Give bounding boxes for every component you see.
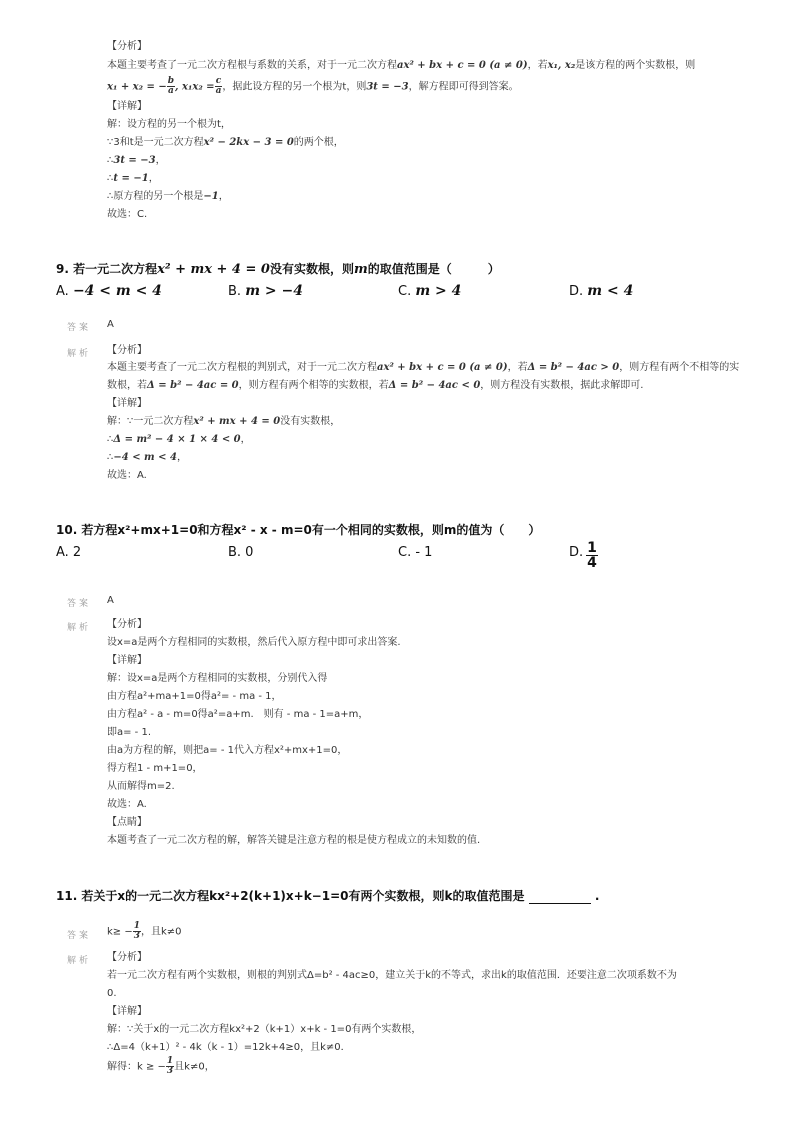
- q11-analysis-tag: 【分析】: [107, 952, 147, 963]
- formula: 3t = −3: [113, 155, 156, 166]
- text: 本题主要考查了一元二次方程根的判别式，对于一元二次方程: [107, 362, 377, 373]
- formula: ax² + bx + c = 0 (a ≠ 0): [397, 60, 528, 71]
- q9-option-a[interactable]: [56, 283, 162, 300]
- formula: −4 < m < 4: [113, 452, 177, 463]
- text: 本题主要考查了一元二次方程根与系数的关系，对于一元二次方程: [107, 60, 397, 71]
- q8-detail-line-5: [107, 190, 229, 204]
- option-value: m > −4: [245, 283, 303, 299]
- q8-analysis-line-2: [107, 77, 519, 98]
- text: ，则方程有两个相等的实数根，若: [238, 380, 389, 391]
- q11-detail-line-3: [107, 1057, 215, 1078]
- formula: Δ = m² − 4 × 1 × 4 < 0: [113, 434, 241, 445]
- q9-detail-line-4: 故选：A.: [107, 470, 147, 481]
- option-value: −4 < m < 4: [72, 283, 162, 299]
- q10-detail-line-5: 由a为方程的解，则把a= - 1代入方程x²+mx+1=0，: [107, 745, 348, 756]
- text: 的取值范围是（ ）: [367, 262, 500, 276]
- q9-explain-label: 解析: [67, 349, 92, 359]
- text: ，则方程没有实数根，据此求解即可.: [480, 380, 644, 391]
- q10-explain-label: 解析: [67, 623, 92, 633]
- q10-answer-label: 答案: [67, 599, 92, 609]
- q9-option-d[interactable]: [569, 283, 633, 300]
- numerator: b: [167, 76, 175, 86]
- q10-detail-line-2: 由方程a²+ma+1=0得a²= - ma - 1，: [107, 691, 282, 702]
- q9-option-b[interactable]: [228, 283, 303, 300]
- text: ，: [155, 155, 166, 166]
- text: 且k≠0，: [174, 1061, 215, 1073]
- denominator: a: [167, 86, 174, 96]
- text: 的两个根，: [293, 137, 344, 148]
- q11-stem: [56, 888, 599, 904]
- option-label: D.: [569, 545, 584, 560]
- text: ∴: [107, 173, 114, 184]
- text: ∴: [107, 452, 114, 463]
- q8-analysis-tag: 【分析】: [107, 41, 147, 52]
- q10-analysis-line-1: 设x=a是两个方程相同的实数根，然后代入原方程中即可求出答案.: [107, 637, 401, 648]
- denominator: a: [215, 86, 222, 96]
- option-value: m < 4: [587, 283, 634, 299]
- option-label: D.: [569, 284, 584, 299]
- q10-detail-line-1: 解：设x=a是两个方程相同的实数根，分别代入得: [107, 673, 328, 684]
- q8-detail-line-4: [107, 172, 159, 186]
- text: ，则方程有两个不相等的实: [619, 362, 740, 373]
- q8-detail-tag: 【详解】: [107, 101, 147, 112]
- q9-detail-tag: 【详解】: [107, 398, 147, 409]
- formula: x² − 2kx − 3 = 0: [203, 137, 294, 148]
- formula: , x₁x₂ =: [175, 81, 215, 93]
- q10-option-a[interactable]: A. 2: [56, 545, 82, 560]
- text: ∴: [107, 434, 114, 445]
- q10-detail-line-7: 从而解得m=2.: [107, 781, 175, 792]
- text: ∴: [107, 155, 114, 166]
- fraction-b-over-a: [167, 77, 175, 96]
- formula: m: [353, 262, 368, 277]
- text: .: [594, 889, 600, 903]
- q8-detail-line-1: 解：设方程的另一个根为t，: [107, 119, 231, 130]
- numerator: c: [215, 76, 222, 86]
- formula: ax² + bx + c = 0 (a ≠ 0): [377, 362, 508, 373]
- text: 11. 若关于x的一元二次方程kx²+2(k+1)x+k−1=0有两个实数根，则k的取值范围是: [56, 889, 525, 903]
- q10-option-c[interactable]: C. - 1: [398, 545, 433, 560]
- q9-answer: A: [107, 319, 114, 330]
- q11-detail-line-2: ∴Δ=4（k+1）² - 4k（k - 1）=12k+4≥0，且k≠0．: [107, 1042, 351, 1053]
- q10-comment-line-1: 本题考查了一元二次方程的解，解答关键是注意方程的根是使方程成立的未知数的值.: [107, 835, 481, 846]
- text: 没有实数根，则: [269, 262, 354, 276]
- q8-detail-line-2: [107, 136, 344, 150]
- text: 解得：k ≥ −: [107, 1061, 166, 1073]
- text: ，且k≠0: [141, 926, 182, 938]
- numerator: 1: [133, 921, 140, 931]
- formula: x² + mx + 4 = 0: [193, 416, 281, 427]
- option-label: B.: [228, 284, 242, 299]
- text: 解：∵一元二次方程: [107, 416, 194, 427]
- denominator: 3: [166, 1066, 174, 1076]
- text: ∵3和t是一元二次方程: [107, 137, 204, 148]
- q8-detail-line-6: 故选：C.: [107, 209, 148, 220]
- text: ，: [218, 191, 229, 202]
- formula: Δ = b² − 4ac < 0: [388, 380, 481, 391]
- q10-option-d[interactable]: [569, 545, 583, 561]
- q11-analysis-line-1: 若一元二次方程有两个实数根，则根的判别式Δ=b² - 4ac≥0，建立关于k的不等式，求出k的取值范围．还要注意二次项系数不为: [107, 970, 677, 981]
- q9-detail-line-2: [107, 433, 251, 447]
- formula: x₁, x₂: [547, 60, 576, 71]
- q10-option-d-fraction: [586, 541, 598, 570]
- answer-blank[interactable]: [529, 891, 591, 904]
- q11-answer-label: 答案: [67, 931, 92, 941]
- text: 数根，若: [107, 380, 147, 391]
- formula: Δ = b² − 4ac = 0: [147, 380, 239, 391]
- text: ∴原方程的另一个根是: [107, 191, 204, 202]
- q11-detail-line-1: 解：∵关于x的一元二次方程kx²+2（k+1）x+k - 1=0有两个实数根，: [107, 1024, 422, 1035]
- q9-option-c[interactable]: [398, 283, 461, 300]
- denominator: 4: [587, 555, 597, 571]
- q10-analysis-tag: 【分析】: [107, 619, 147, 630]
- numerator: 1: [166, 1056, 174, 1066]
- q11-analysis-line-2: 0.: [107, 988, 117, 999]
- q10-detail-tag: 【详解】: [107, 655, 147, 666]
- q8-detail-line-3: [107, 154, 166, 168]
- q9-analysis-line-2: [107, 379, 643, 393]
- q9-detail-line-1: [107, 415, 340, 429]
- formula: −1: [203, 191, 219, 202]
- q11-answer: [107, 922, 182, 943]
- text: ，: [148, 173, 159, 184]
- q9-analysis-tag: 【分析】: [107, 345, 147, 356]
- formula: x₁ + x₂ = −: [107, 81, 167, 93]
- text: 9. 若一元二次方程: [56, 262, 158, 276]
- text: ，解方程即可得到答案。: [408, 81, 519, 93]
- text: ，若: [527, 60, 548, 71]
- formula: Δ = b² − 4ac > 0: [527, 362, 620, 373]
- q9-answer-label: 答案: [67, 323, 92, 333]
- q10-option-b[interactable]: B. 0: [228, 545, 254, 560]
- denominator: 3: [133, 931, 140, 941]
- q9-stem: [56, 261, 500, 278]
- q9-analysis-line-1: [107, 361, 739, 375]
- fraction-one-third: [166, 1057, 174, 1076]
- q10-detail-line-4: 即a= - 1.: [107, 727, 152, 738]
- q9-detail-line-3: [107, 451, 187, 465]
- option-label: A.: [56, 284, 69, 299]
- text: ，: [176, 452, 187, 463]
- formula: 3t = −3: [366, 81, 409, 93]
- fraction-one-third: [133, 922, 141, 941]
- q10-answer: A: [107, 595, 114, 606]
- text: ，若: [507, 362, 528, 373]
- numerator: 1: [587, 540, 597, 556]
- text: 是该方程的两个实数根，则: [575, 60, 696, 71]
- q11-explain-label: 解析: [67, 956, 92, 966]
- q10-stem: 10. 若方程x²+mx+1=0和方程x² - x - m=0有一个相同的实数根，则m的值为（ ）: [56, 523, 541, 537]
- text: 没有实数根，: [280, 416, 341, 427]
- q10-detail-line-3: 由方程a² - a - m=0得a²=a+m. 则有 - ma - 1=a+m，: [107, 709, 369, 720]
- option-value: m > 4: [415, 283, 462, 299]
- text: k≥ −: [107, 926, 133, 938]
- text: ，: [240, 434, 251, 445]
- formula: t = −1: [113, 173, 149, 184]
- q10-comment-tag: 【点睛】: [107, 817, 147, 828]
- formula: x² + mx + 4 = 0: [157, 262, 270, 277]
- q11-detail-tag: 【详解】: [107, 1006, 147, 1017]
- q10-detail-line-6: 得方程1 - m+1=0，: [107, 763, 203, 774]
- q8-analysis-line-1: [107, 59, 695, 73]
- text: ，据此设方程的另一个根为t，则: [222, 81, 367, 93]
- option-label: C.: [398, 284, 412, 299]
- q10-detail-line-8: 故选：A.: [107, 799, 147, 810]
